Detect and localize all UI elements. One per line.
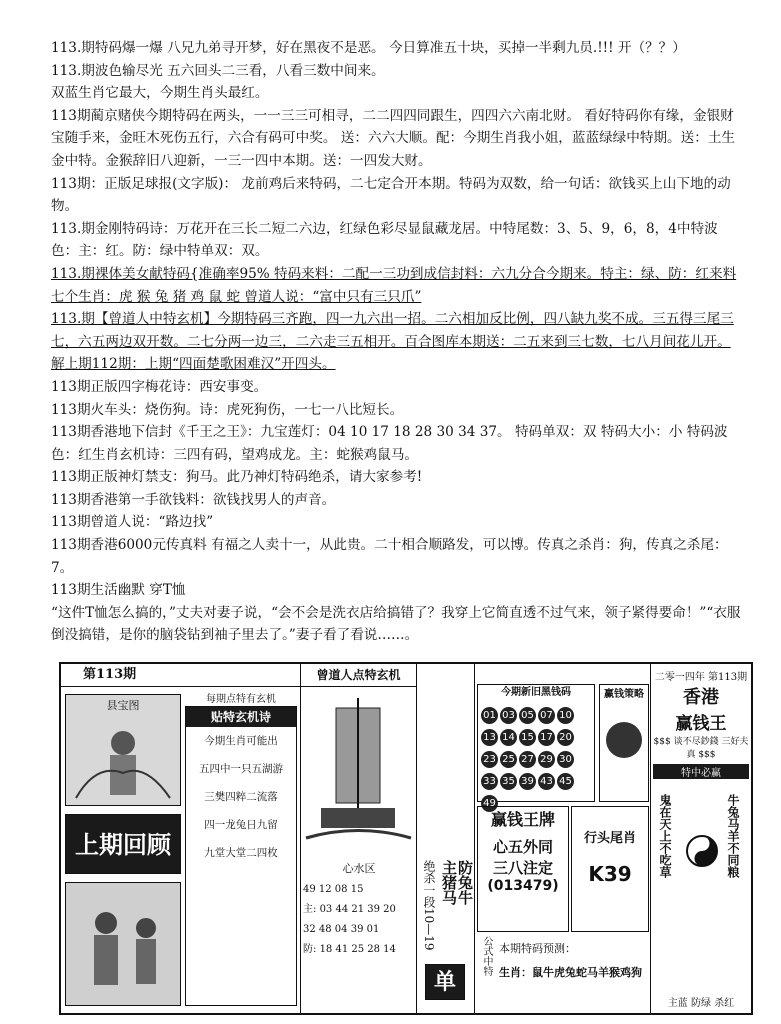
number-ball: 35 bbox=[500, 773, 517, 790]
ad-collage bbox=[59, 662, 753, 1015]
row-2: 03 44 21 39 20 bbox=[319, 904, 396, 915]
recap-label: 上期回顾 bbox=[65, 814, 181, 874]
panel2-header: 曾道人点特玄机 bbox=[301, 664, 416, 687]
bottom-line: 主蓝 防绿 杀红 bbox=[667, 998, 735, 1009]
number-ball: 29 bbox=[538, 751, 555, 768]
hk-king: 赢钱王 bbox=[675, 714, 727, 734]
para-11: 113期香港地下信封《千王之王》：九宝莲灯：04 10 17 18 28 30 34 37。 特码单双：双 特码大小：小 特码波色：红生肖玄机诗：三四有码，望鸡成龙。主：蛇猴鸡鼠马。 bbox=[51, 424, 728, 463]
number-ball: 27 bbox=[519, 751, 536, 768]
number-ball: 45 bbox=[557, 773, 574, 790]
number-ball: 05 bbox=[519, 707, 536, 724]
para-3: 双蓝生肖它最大，今期生肖头最红。 bbox=[51, 85, 269, 102]
para-17: “这件T恤怎么搞的，”丈夫对妻子说，“会不会是洗衣店给搞错了？我穿上它简直透不过气来，领子紧得要命！”“衣服倒没搞错，是你的脑袋钻到袖子里去了。”妻子看了看说……。 bbox=[51, 604, 741, 644]
panel1-header bbox=[61, 664, 300, 687]
strategy-title: 赢钱策略 bbox=[604, 689, 644, 700]
number-rows bbox=[303, 880, 396, 960]
para-15: 113期香港6000元传真料 有福之人卖十一，从此贵。二十相合顺路发，可以博。传真之杀肖：狗，传真之杀尾：7。 bbox=[51, 537, 728, 576]
kill-range: 绝杀一段10—19 bbox=[422, 860, 436, 951]
formula-label: 公式中特 bbox=[481, 936, 492, 976]
guard-zodiac: 防兔牛 bbox=[456, 860, 474, 905]
number-ball: 33 bbox=[481, 773, 498, 790]
verse-line: 今期生肖可能出 bbox=[204, 735, 278, 747]
ball-box bbox=[477, 684, 595, 809]
must-win: 特中必赢 bbox=[653, 764, 749, 779]
hk-date: 二零一四年 第113期 bbox=[654, 672, 748, 683]
number-ball: 15 bbox=[519, 729, 536, 746]
fang-label: 防: bbox=[303, 944, 317, 955]
verse-line: 三樊四粹二流落 bbox=[204, 791, 278, 803]
number-ball: 10 bbox=[557, 707, 574, 724]
ship-illustration bbox=[301, 688, 415, 858]
number-ball: 30 bbox=[557, 751, 574, 768]
single-badge: 单 bbox=[425, 964, 465, 1000]
verse-line: 四一龙兔日九留 bbox=[204, 819, 278, 831]
number-ball: 43 bbox=[538, 773, 555, 790]
king-line-2: 三八注定 bbox=[492, 859, 553, 877]
verse-line: 五四中一只五湖游 bbox=[199, 763, 283, 775]
para-16: 113期生活幽默 穿T恤 bbox=[51, 582, 186, 599]
para-1: 113.期特码爆一爆 八兄九弟寻开梦，好在黑夜不是恶。 今日算准五十块，买掉一半剩九员.!!! 开（？？） bbox=[51, 40, 686, 56]
panel-oracle bbox=[61, 664, 301, 1013]
panel-numbers bbox=[475, 664, 651, 1013]
number-ball: 13 bbox=[481, 729, 498, 746]
verse-title: 贴特玄机诗 bbox=[186, 707, 296, 727]
row-4: 18 41 25 28 14 bbox=[319, 944, 396, 955]
hk-slogan: $$$ 谈不尽鈔錢 三好夫真 $$$ bbox=[653, 737, 749, 760]
panel-hk bbox=[651, 664, 751, 1013]
number-ball: 01 bbox=[481, 707, 498, 724]
para-14: 113期曾道人说：“路边找” bbox=[51, 514, 214, 531]
main-zodiac: 主猪马 bbox=[440, 860, 458, 905]
article-text bbox=[51, 37, 741, 647]
verse-right: 牛兔马羊不同粮 bbox=[726, 794, 740, 878]
panel-kill bbox=[417, 664, 475, 1013]
king-nums: (013479) bbox=[487, 878, 559, 894]
figure-illustration bbox=[66, 713, 180, 803]
row-3: 32 48 04 39 01 bbox=[303, 924, 380, 935]
hk-title: 香港 bbox=[683, 687, 719, 708]
panel-heart bbox=[301, 664, 417, 1013]
number-ball: 20 bbox=[557, 729, 574, 746]
number-ball: 39 bbox=[519, 773, 536, 790]
tail-title: 行头尾肖 bbox=[583, 831, 636, 846]
para-7: 113.期裸体美女献特码{准确率95% 特码来料：二配一三功到成信封料：六九分合今期来。特主：绿、防：红来料七个生肖：虎 猴 兔 猪 鸡 鼠 蛇 曾道人说：“富中只有三只爪” bbox=[51, 265, 737, 305]
tail-k: K39 bbox=[588, 862, 632, 886]
number-ball: 25 bbox=[500, 751, 517, 768]
number-ball: 07 bbox=[538, 707, 555, 724]
king-box bbox=[477, 806, 569, 932]
figure-tag: 县宝图 bbox=[106, 699, 140, 712]
verse-box bbox=[185, 706, 297, 1006]
number-ball: 17 bbox=[538, 729, 555, 746]
forecast-label: 本期特码预测： bbox=[499, 942, 576, 955]
para-9: 113期正版四字梅花诗：西安事变。 bbox=[51, 378, 268, 395]
king-title: 赢钱王牌 bbox=[490, 810, 555, 829]
ball-title: 今期新旧黑钱码 bbox=[501, 687, 571, 698]
para-2: 113.期波色输尽光 五六回头二三看，八看三数中间来。 bbox=[51, 62, 385, 79]
para-10: 113期火车头：烧伤狗。诗：虎死狗伤，一七一八比短长。 bbox=[51, 401, 404, 418]
heart-label: 心水区 bbox=[342, 862, 376, 875]
verse-line: 九堂大堂二四枚 bbox=[204, 847, 278, 859]
yin-yang-icon bbox=[685, 834, 719, 868]
issue-label: 第113期 bbox=[83, 667, 137, 682]
number-ball: 23 bbox=[481, 751, 498, 768]
para-8: 113.期【曾道人中特玄机】今期特码三齐跑，四一九六出一招。二六相加反比例，四八缺九奖不成。三五得三尾三七，六五两边双开数。二七分两一边三，二六走三五相开。百合图库本期送：二五来到三七数，七八月间花儿开。解上期112期：上期“四面楚歌困难汉”开四头。 bbox=[51, 311, 734, 373]
zhu-label: 主: bbox=[303, 904, 317, 915]
para-12: 113期正版神灯禁支：狗马。此乃神灯特码绝杀，请大家参考! bbox=[51, 469, 423, 486]
dice-icon bbox=[600, 700, 648, 780]
para-13: 113期香港第一手欲钱料：欲钱找男人的声音。 bbox=[51, 491, 336, 508]
figure-box-2 bbox=[65, 882, 181, 1006]
forecast-zodiac: 生肖：鼠牛虎兔蛇马羊猴鸡狗 bbox=[499, 966, 642, 979]
row-1: 49 12 08 15 bbox=[303, 884, 364, 895]
figure-box bbox=[65, 694, 181, 806]
number-ball: 14 bbox=[500, 729, 517, 746]
tail-box bbox=[571, 806, 649, 932]
king-line-1: 心五外同 bbox=[492, 838, 553, 856]
para-5: 113期：正版足球报(文字版)： 龙前鸡后来特码，二七定合开本期。特码为双数，给一句话：欲钱买上山下地的动物。 bbox=[51, 175, 731, 215]
para-6: 113.期金刚特码诗：万花开在三长二短二六边，红绿色彩尽显鼠藏龙居。中特尾数：3、5、9，6，8，4中特波色：主：红。防：绿中特单双：双。 bbox=[51, 220, 718, 260]
strategy-box bbox=[599, 684, 649, 802]
number-ball: 49 bbox=[481, 795, 498, 812]
number-ball: 03 bbox=[500, 707, 517, 724]
panel1-top: 每期点特有玄机 bbox=[206, 694, 276, 705]
ball-grid bbox=[478, 701, 594, 815]
figure-illustration-2 bbox=[66, 883, 180, 1003]
verse-list bbox=[186, 727, 296, 867]
para-4: 113期蔺京赌侠今期特码在两头，一一三三可相寻，二二四四同跟生，四四六六南北财。 看好特码你有缘，金银财宝随手来，金旺木死伤五行，六合有码可中奖。 送：六六大顺。配：今期生肖我小姐，蓝蓝绿绿中特期。送：土生金中特。金猴辞旧八迎新，一三一四中本期。送：一四发大财。 bbox=[51, 107, 736, 169]
verse-left: 鬼在天上不吃草 bbox=[658, 794, 672, 878]
